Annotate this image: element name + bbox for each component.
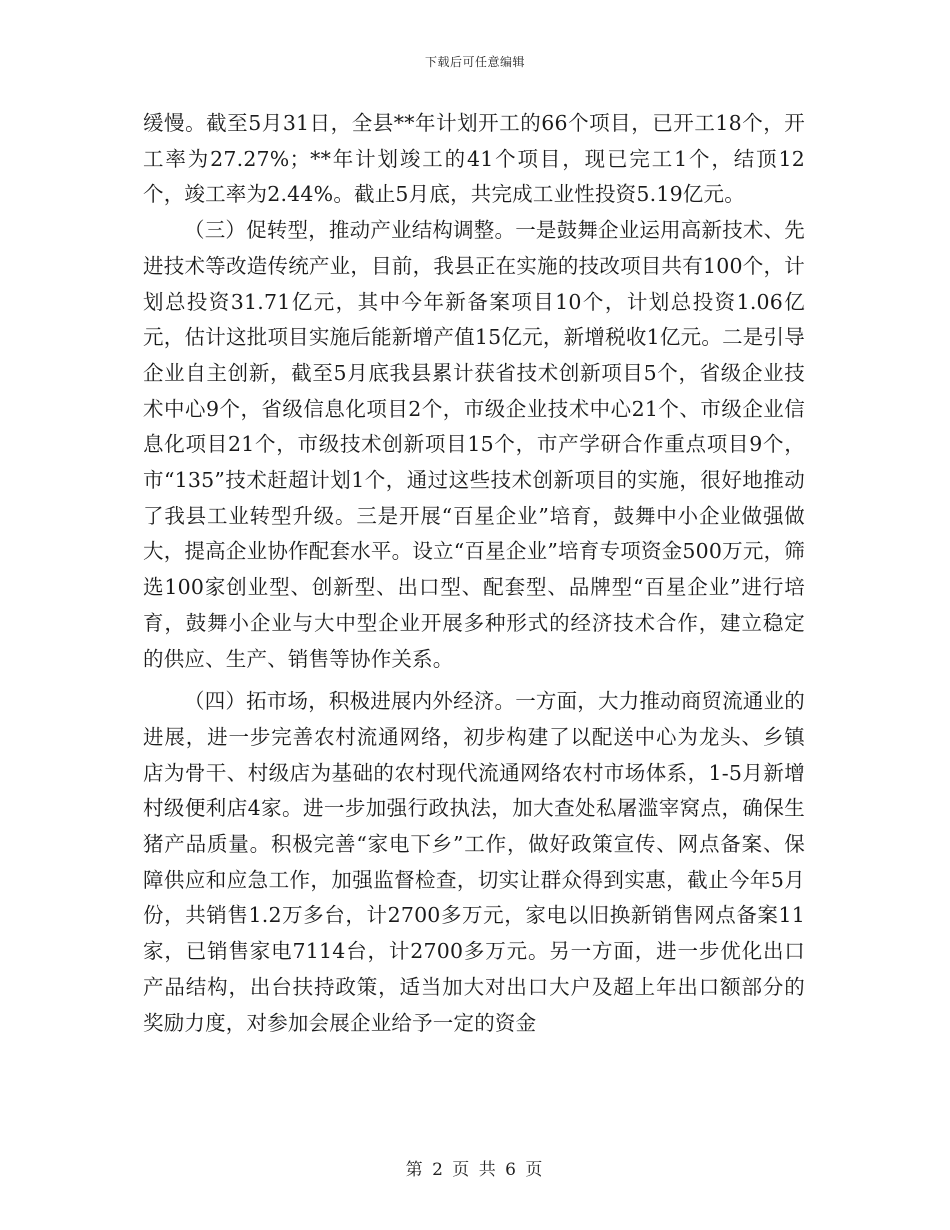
document-body — [143, 106, 805, 1041]
page-number-footer: 第 2 页 共 6 页 — [405, 1160, 545, 1180]
header-note: 下载后可任意编辑 — [424, 55, 525, 69]
paragraph-section-3: （三）促转型，推动产业结构调整。一是鼓舞企业运用高新技术、先进技术等改造传统产业，目前，我县正在实施的技改项目共有100个，计划总投资31.71亿元，其中今年新备案项目10个，计划总投资1.06亿元，估计这批项目实施后能新增产值15亿元，新增税收1亿元。二是引导企业自主创新，截至5月底我县累计获省技术创新项目5个，省级企业技术中心9个，省级信息化项目2个，市级企业技术中心21个、市级企业信息化项目21个，市级技术创新项目15个，市产学研合作重点项目9个，市“135”技术赶超计划1个，通过这些技术创新项目的实施，很好地推动了我县工业转型升级。三是开展“百星企业”培育，鼓舞中小企业做强做大，提高企业协作配套水平。设立“百星企业”培育专项资金500万元，筛选100家创业型、创新型、出口型、配套型、品牌型“百星企业”进行培育，鼓舞小企业与大中型企业开展多种形式的经济技术合作，建立稳定的供应、生产、销售等协作关系。 — [143, 218, 805, 671]
paragraph-section-4: （四）拓市场，积极进展内外经济。一方面，大力推动商贸流通业的进展，进一步完善农村流通网络，初步构建了以配送中心为龙头、乡镇店为骨干、村级店为基础的农村现代流通网络农村市场体系，1-5月新增村级便利店4家。进一步加强行政执法，加大查处私屠滥宰窝点，确保生猪产品质量。积极完善“家电下乡”工作，做好政策宣传、网点备案、保障供应和应急工作，加强监督检查，切实让群众得到实惠，截止今年5月份，共销售1.2万多台，计2700多万元，家电以旧换新销售网点备案11家，已销售家电7114台，计2700多万元。另一方面，进一步优化出口产品结构，出台扶持政策，适当加大对出口大户及超上年出口额部分的奖励力度，对参加会展企业给予一定的资金 — [143, 689, 805, 1035]
paragraph-continuation: 缓慢。截至5月31日，全县**年计划开工的66个项目，已开工18个，开工率为27.27%；**年计划竣工的41个项目，现已完工1个，结顶12个，竣工率为2.44%。截止5月底，共完成工业性投资5.19亿元。 — [143, 111, 805, 207]
